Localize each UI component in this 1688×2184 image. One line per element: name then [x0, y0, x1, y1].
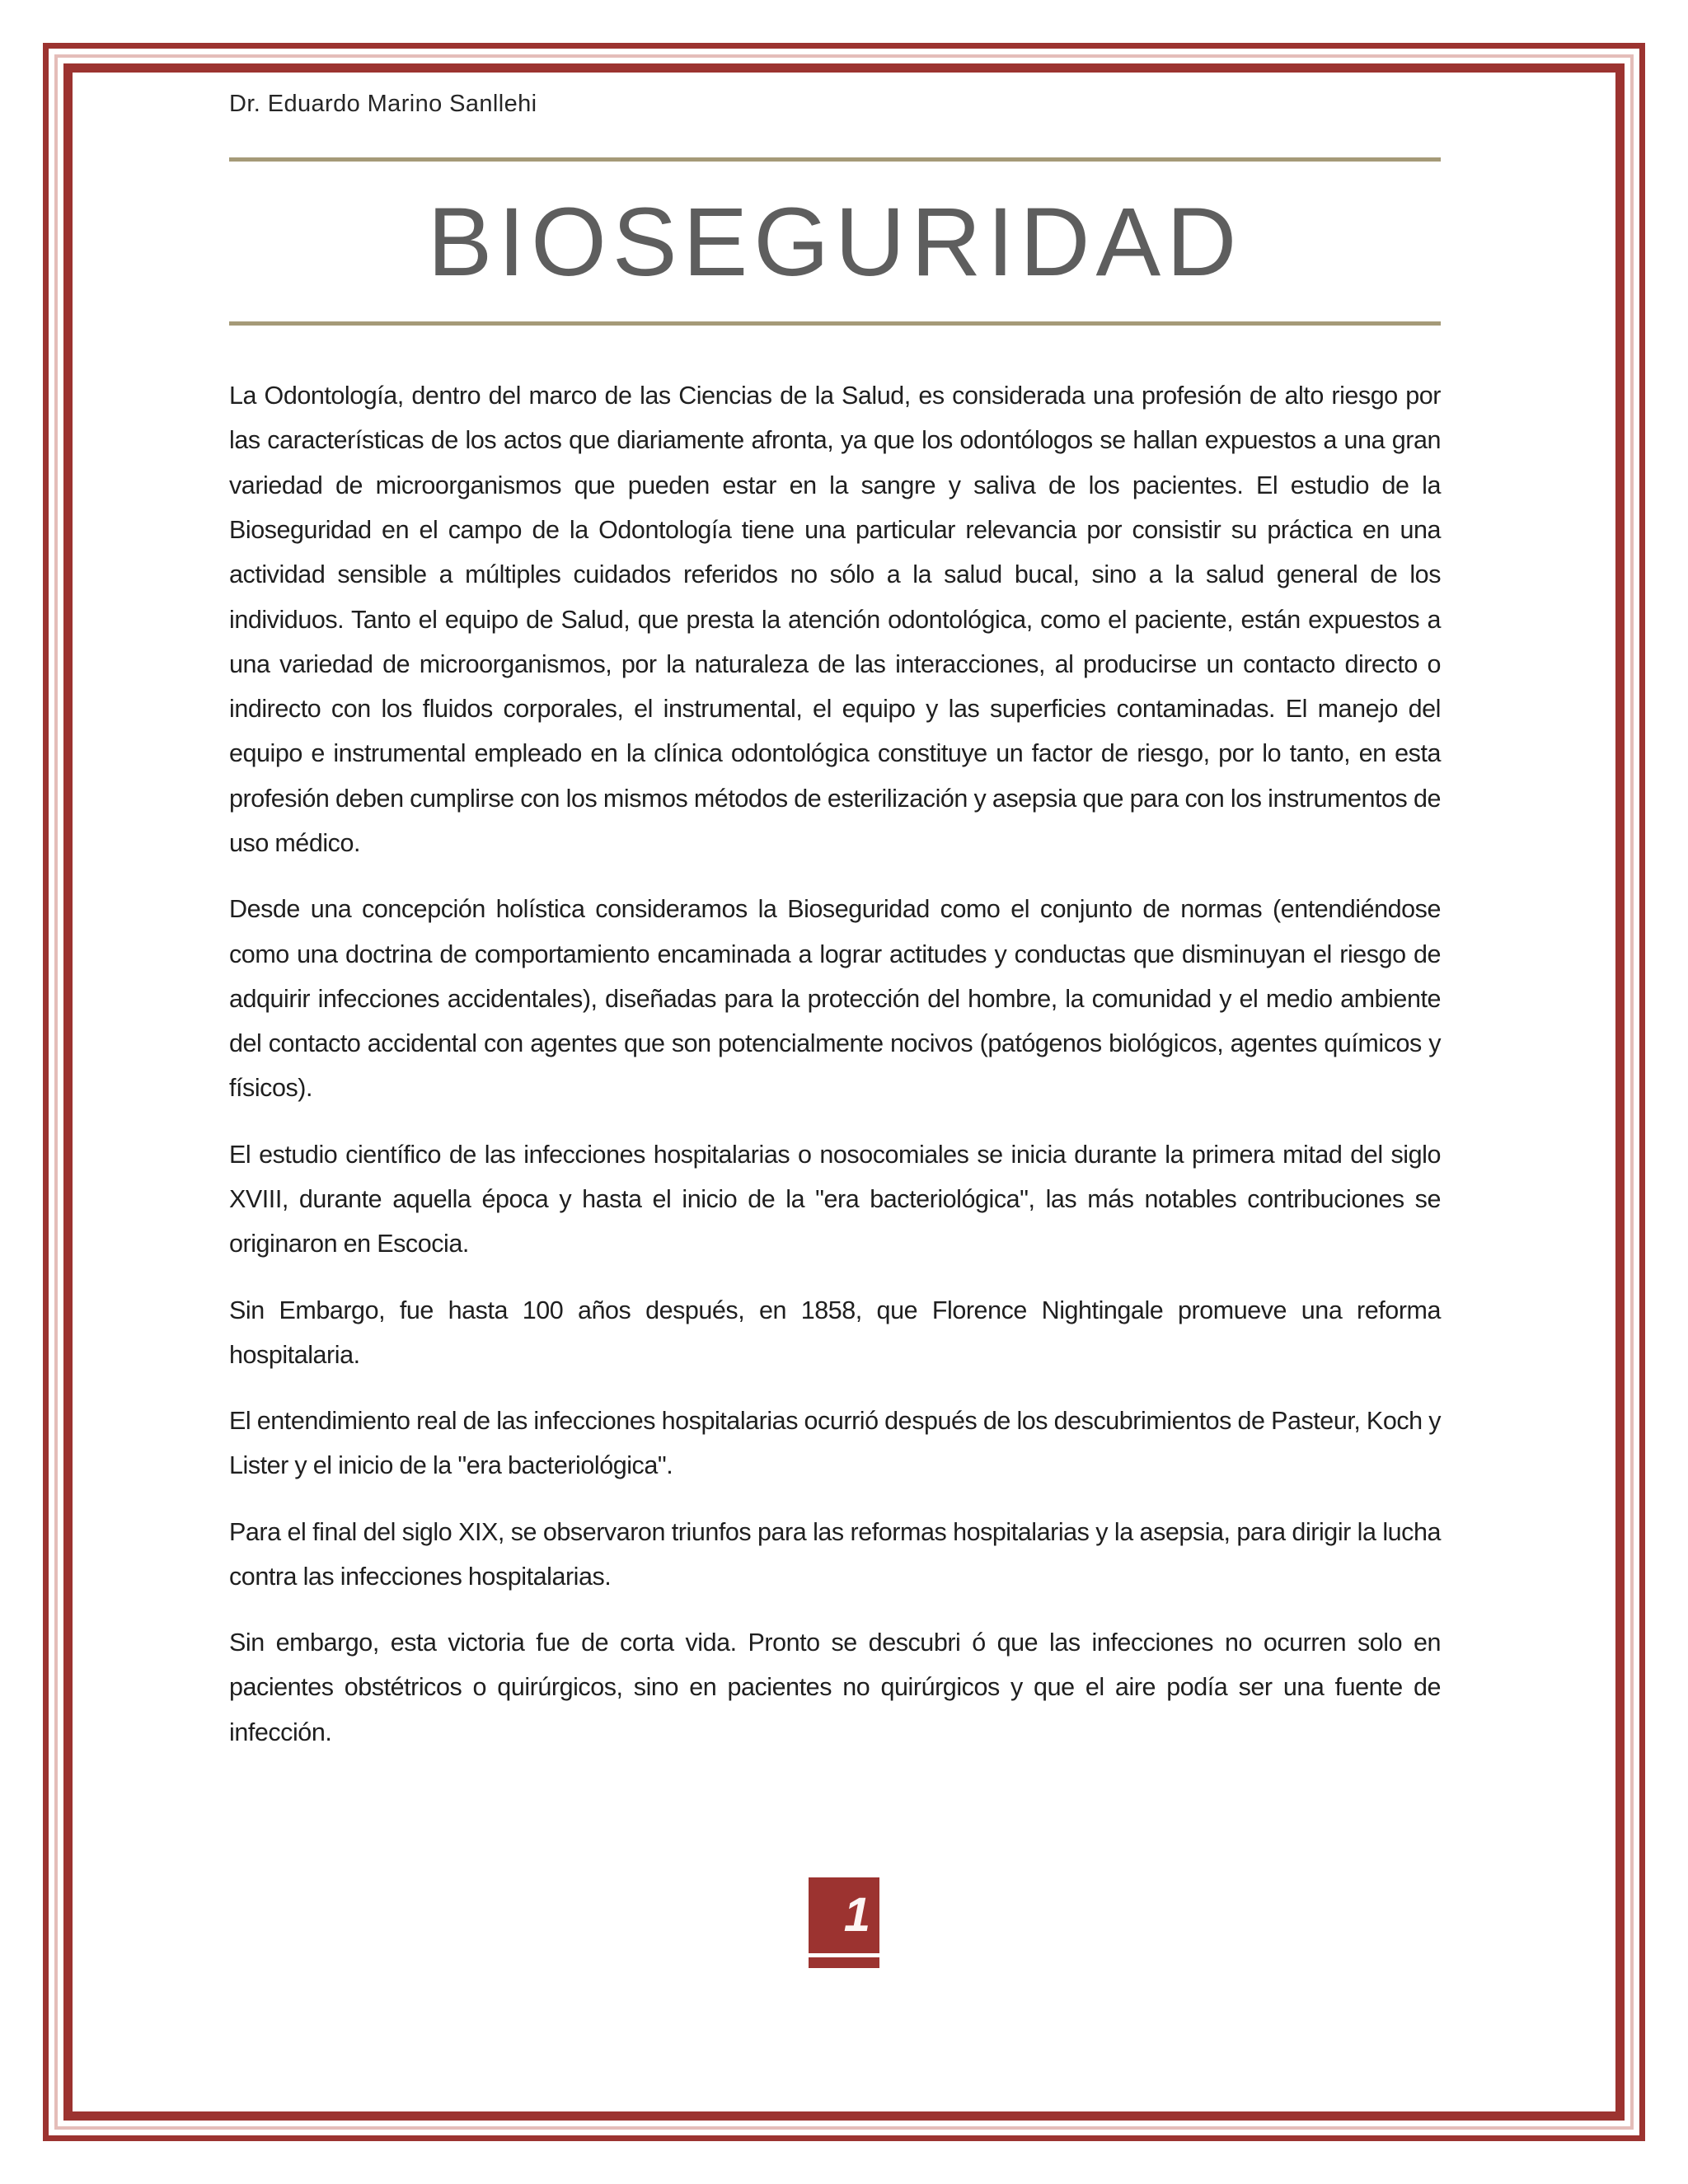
document-header-author: Dr. Eduardo Marino Sanllehi — [229, 91, 537, 117]
paragraph: Sin embargo, esta victoria fue de corta vida. Pronto se descubri ó que las infecciones no ocurren solo en pacientes obstétricos o quirúrgicos, sino en pacientes no quirúrgicos y que el aire podía ser una fuente de infección. — [229, 1629, 1441, 1746]
paragraph: El estudio científico de las infecciones hospitalarias o nosocomiales se inicia durante la primera mitad del siglo XVIII, durante aquella época y hasta el inicio de la "era bacteriológica", las más notables contribuciones se originaron en Escocia. — [229, 1140, 1441, 1258]
document-content — [229, 91, 1441, 1755]
paragraph: El entendimiento real de las infecciones hospitalarias ocurrió después de los descubrimientos de Pasteur, Koch y Lister y el inicio de la "era bacteriológica". — [229, 1407, 1441, 1480]
title-divider-rule-bottom — [229, 321, 1441, 326]
page-number-footer — [0, 1877, 1688, 1968]
paragraph: Para el final del siglo XIX, se observaron triunfos para las reformas hospitalarias y la asepsia, para dirigir la lucha contra las infecciones hospitalarias. — [229, 1517, 1441, 1591]
page-number-underbar — [809, 1957, 879, 1968]
page-number-value: 1 — [843, 1888, 870, 1942]
body-text-container — [229, 373, 1441, 1755]
paragraph: Sin Embargo, fue hasta 100 años después, en 1858, que Florence Nightingale promueve una reforma hospitalaria. — [229, 1296, 1441, 1369]
header-divider-rule-top — [229, 157, 1441, 162]
paragraph: Desde una concepción holística consideramos la Bioseguridad como el conjunto de normas (entendiéndose como una doctrina de comportamiento encaminada a lograr actitudes y conductas que disminuyan el riesgo de adquirir infecciones accidentales), diseñadas para la protección del hombre, la comunidad y el medio ambiente del contacto accidental con agentes que son potencialmente nocivos (patógenos biológicos, agentes químicos y físicos). — [229, 895, 1441, 1103]
paragraph: La Odontología, dentro del marco de las Ciencias de la Salud, es considerada una profesión de alto riesgo por las características de los actos que diariamente afronta, ya que los odontólogos se hallan expuestos a una gran variedad de microorganismos que pueden estar en la sangre y saliva de los pacientes. El estudio de la Bioseguridad en el campo de la Odontología tiene una particular relevancia por consistir su práctica en una actividad sensible a múltiples cuidados referidos no sólo a la salud bucal, sino a la salud general de los individuos. Tanto el equipo de Salud, que presta la atención odontológica, como el paciente, están expuestos a una variedad de microorganismos, por la naturaleza de las interacciones, al producirse un contacto directo o indirecto con los fluidos corporales, el instrumental, el equipo y las superficies contaminadas. El manejo del equipo e instrumental empleado en la clínica odontológica constituye un factor de riesgo, por lo tanto, en esta profesión deben cumplirse con los mismos métodos de esterilización y asepsia que para con los instrumentos de uso médico. — [229, 382, 1441, 857]
page-title: BIOSEGURIDAD — [427, 188, 1243, 297]
page-number-badge — [809, 1877, 879, 1953]
